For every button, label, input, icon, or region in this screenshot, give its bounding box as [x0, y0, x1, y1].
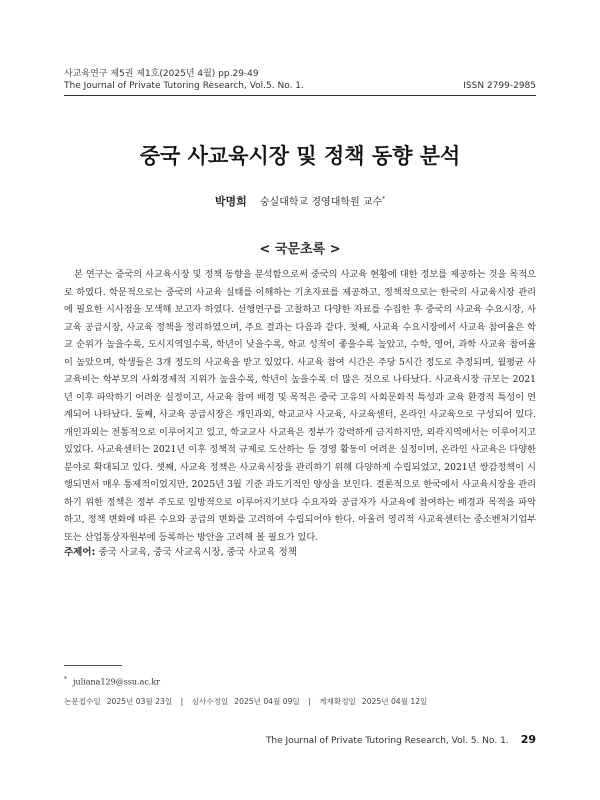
header-rule — [64, 95, 536, 96]
footnote — [64, 676, 160, 687]
author-footnote-mark: * — [382, 195, 386, 203]
keywords — [64, 544, 297, 558]
submission-dates — [64, 696, 427, 707]
footnote-mark: * — [64, 676, 67, 683]
date-separator: | — [180, 697, 184, 706]
received-label: 논문접수일 — [64, 697, 101, 706]
page-number: 29 — [520, 733, 536, 746]
reviewed-label: 심사수정일 — [191, 697, 229, 706]
accepted-date: 2025년 04월 12일 — [361, 697, 428, 706]
received-date: 2025년 03월 23일 — [106, 697, 173, 706]
author-affiliation: 숭실대학교 경영대학원 교수 — [259, 197, 383, 208]
journal-name-line: The Journal of Private Tutoring Research, Vol.5. No. 1. — [64, 81, 304, 91]
author-name: 박명희 — [214, 195, 247, 208]
footer-journal: The Journal of Private Tutoring Research, Vol. 5. No. 1. — [265, 736, 509, 746]
reviewed-date: 2025년 04월 09일 — [234, 697, 300, 706]
keywords-label: 주제어: — [64, 547, 96, 558]
footnote-rule — [64, 665, 122, 666]
date-separator: | — [308, 697, 311, 706]
accepted-label: 게재확정일 — [319, 697, 356, 706]
author-email: juliana129@ssu.ac.kr — [73, 677, 161, 687]
journal-issue-line: 사교육연구 제5권 제1호(2025년 4월) pp.29-49 — [64, 69, 259, 79]
author-line — [0, 193, 600, 209]
keywords-text: 중국 사교육, 중국 사교육시장, 중국 사교육 정책 — [98, 547, 297, 558]
abstract-body: 본 연구는 중국의 사교육시장 및 정책 동향을 분석함으로써 중국의 사교육 현황에 대한 정보를 제공하는 것을 목적으로 하였다. 학문적으로는 중국의 사교육 실태를 이해하는 기초자료를 제공하고, 정책적으로는 한국의 사교육시장 관리에 필요한 시사점을 모색해 보고자 하였다. 선행연구를 고찰하고 다양한 자료를 수집한 후 중국의 사교육 수요시장, 사교육 공급시장, 사교육 정책을 정리하였으며, 주요 결과는 다음과 같다. 첫째, 사교육 수요시장에서 사교육 참여율은 학교 순위가 높을수록, 도시지역일수록, 학년이 낮을수록, 학교 성적이 좋을수록 높았고, 수학, 영어, 과학 사교육 참여율이 높았으며, 학생들은 3개 정도의 사교육을 받고 있었다. 사교육 참여 시간은 주당 5시간 정도로 추정되며, 월평균 사교육비는 학부모의 사회경제적 지위가 높을수록, 학년이 높을수록 더 많은 것으로 나타났다. 사교육시장 규모는 2021년 이후 파악하기 어려운 실정이고, 사교육 참여 배경 및 목적은 중국 고유의 사회문화적 특성과 교육 환경적 특성이 연계되어 나타났다. 둘째, 사교육 공급시장은 개인과외, 학교교사 사교육, 사교육센터, 온라인 사교육으로 구성되어 있다. 개인과외는 전통적으로 이루어지고 있고, 학교교사 사교육은 정부가 강력하게 금지하지만, 외곽지역에서는 이루어지고 있었다. 사교육센터는 2021년 이후 정책적 규제로 도산하는 등 경영 활동이 어려운 실정이며, 온라인 사교육은 다양한 분야로 확대되고 있다. 셋째, 사교육 정책은 사교육시장을 관리하기 위해 다양하게 수립되었고, 2021년 쌍감정책이 시행되면서 매우 통제적이었지만, 2025년 3월 기준 과도기적인 양상을 보인다. 결론적으로 한국에서 사교육시장을 관리하기 위한 정책은 정부 주도로 일방적으로 이루어지기보다 수요자와 공급자가 사교육에 참여하는 배경과 목적을 파악하고, 정책 변화에 따른 수요와 공급의 변화를 고려하여 수립되어야 한다. 아울러 영리적 사교육센터는 중소벤처기업부 또는 산업통상자원부에 등록하는 방안을 고려해 볼 필요가 있다. — [64, 269, 536, 543]
abstract-heading: < 국문초록 > — [259, 242, 341, 257]
issn: ISSN 2799-2985 — [463, 81, 536, 91]
paper-title: 중국 사교육시장 및 정책 동향 분석 — [139, 144, 461, 168]
page-footer — [266, 733, 536, 746]
